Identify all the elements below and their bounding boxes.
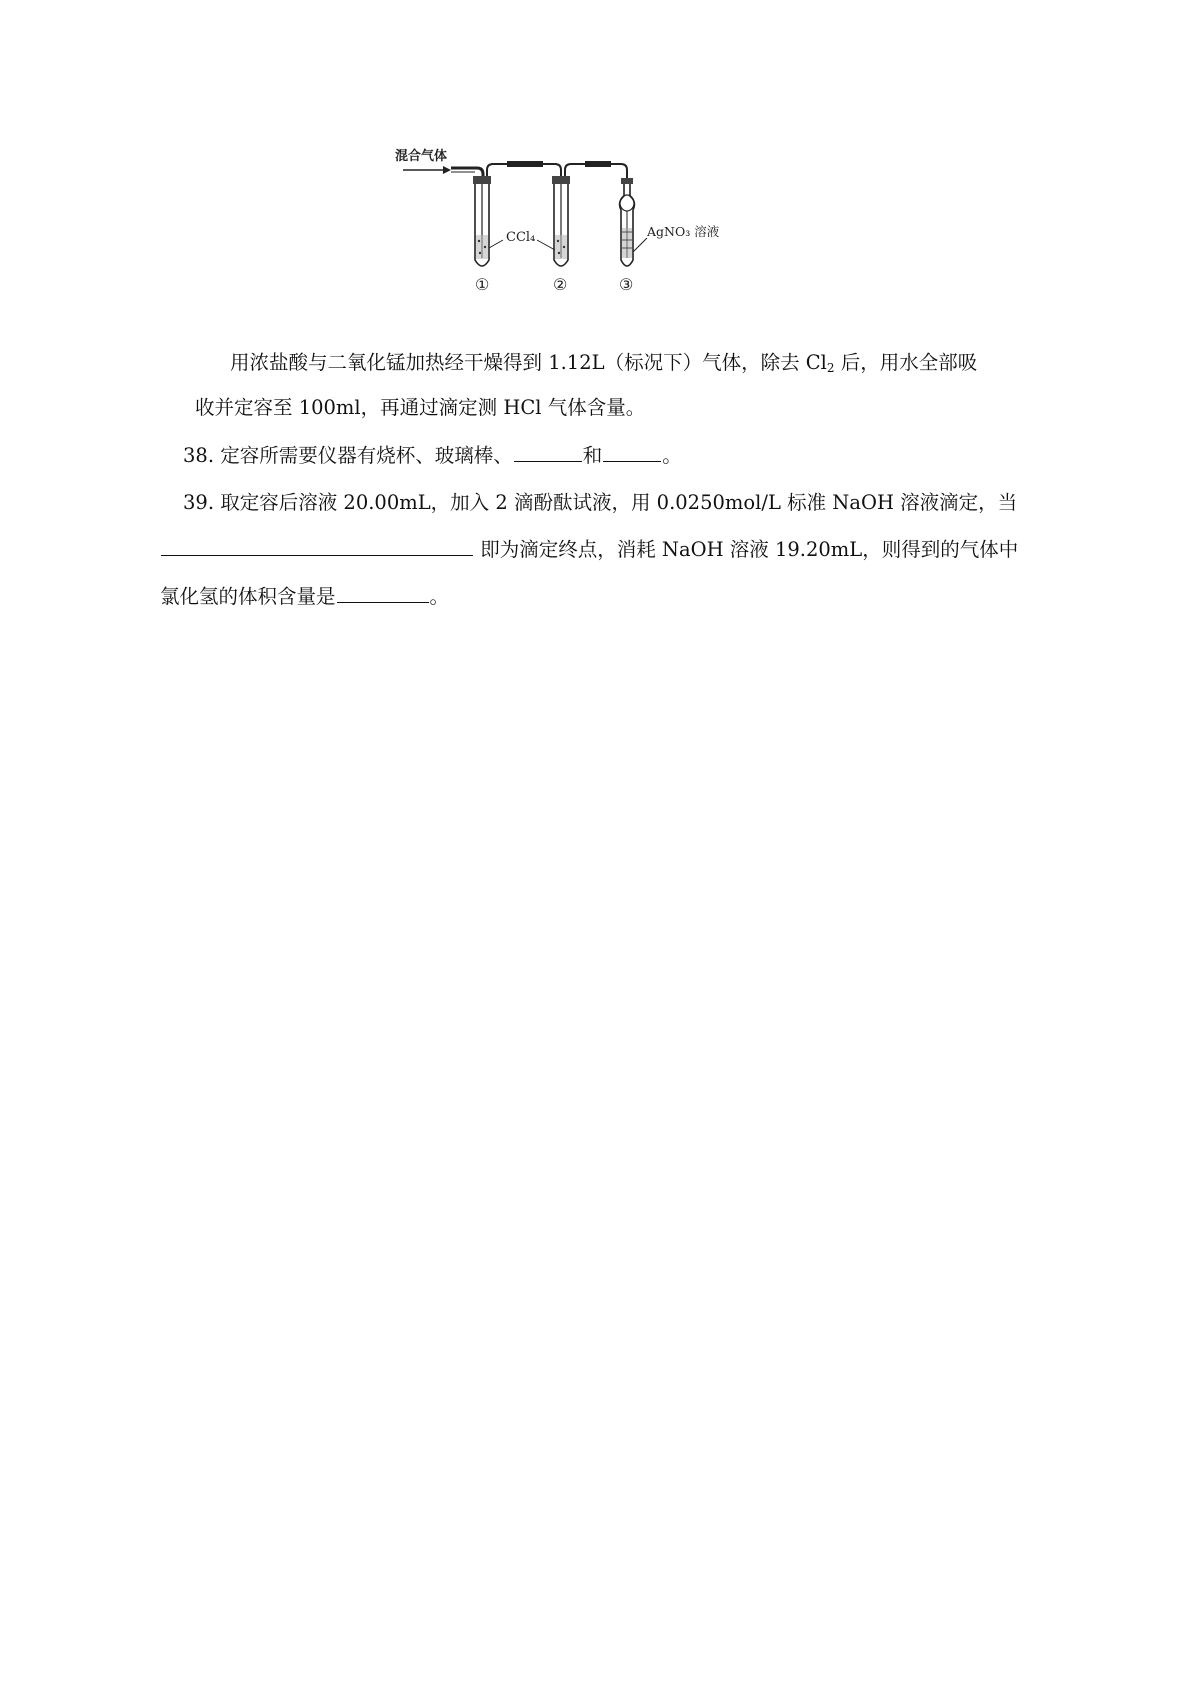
q38-end: 。	[662, 444, 682, 467]
apparatus-figure	[395, 140, 815, 325]
agno3-label: AgNO₃ 溶液	[647, 224, 720, 239]
question-39-line-2	[160, 535, 1018, 563]
intro-line-1	[230, 349, 977, 376]
question-38	[183, 441, 682, 469]
q39-line-2-text: 即为滴定终点，消耗 NaOH 溶液 19.20mL，则得到的气体中	[474, 538, 1019, 561]
q39-end: 。	[429, 585, 450, 608]
tube-label-1: ①	[475, 275, 490, 294]
ccl4-label: CCl₄	[506, 230, 536, 245]
q39-line-3-text: 氯化氢的体积含量是	[160, 585, 336, 608]
q39-blank-volume[interactable]	[337, 582, 429, 603]
q38-blank-1[interactable]	[514, 441, 582, 462]
q38-and: 和	[582, 444, 603, 467]
intro-line-2: 收并定容至 100ml，再通过滴定测 HCl 气体含量。	[195, 396, 646, 419]
q38-text: 38. 定容所需要仪器有烧杯、玻璃棒、	[183, 444, 513, 467]
test-tube-2	[552, 176, 570, 266]
tube-label-2: ②	[553, 275, 568, 294]
inlet-label: 混合气体	[395, 149, 448, 164]
q39-blank-endpoint[interactable]	[161, 535, 473, 556]
question-39-line-1: 39. 取定容后溶液 20.00mL，加入 2 滴酚酞试液，用 0.0250mol/L 标准 NaOH 溶液滴定，当	[183, 491, 1018, 514]
cl2-subscript: 2	[826, 361, 835, 375]
tube-label-3: ③	[619, 275, 634, 294]
test-tube-3	[620, 178, 635, 266]
q38-blank-2[interactable]	[603, 441, 661, 462]
test-tube-1	[473, 176, 491, 266]
question-39-line-3	[160, 582, 449, 610]
intro-line-1-text: 用浓盐酸与二氧化锰加热经干燥得到 1.12L（标况下）气体，除去 Cl	[230, 351, 827, 374]
intro-line-1-tail: 后，用水全部吸	[834, 351, 978, 374]
